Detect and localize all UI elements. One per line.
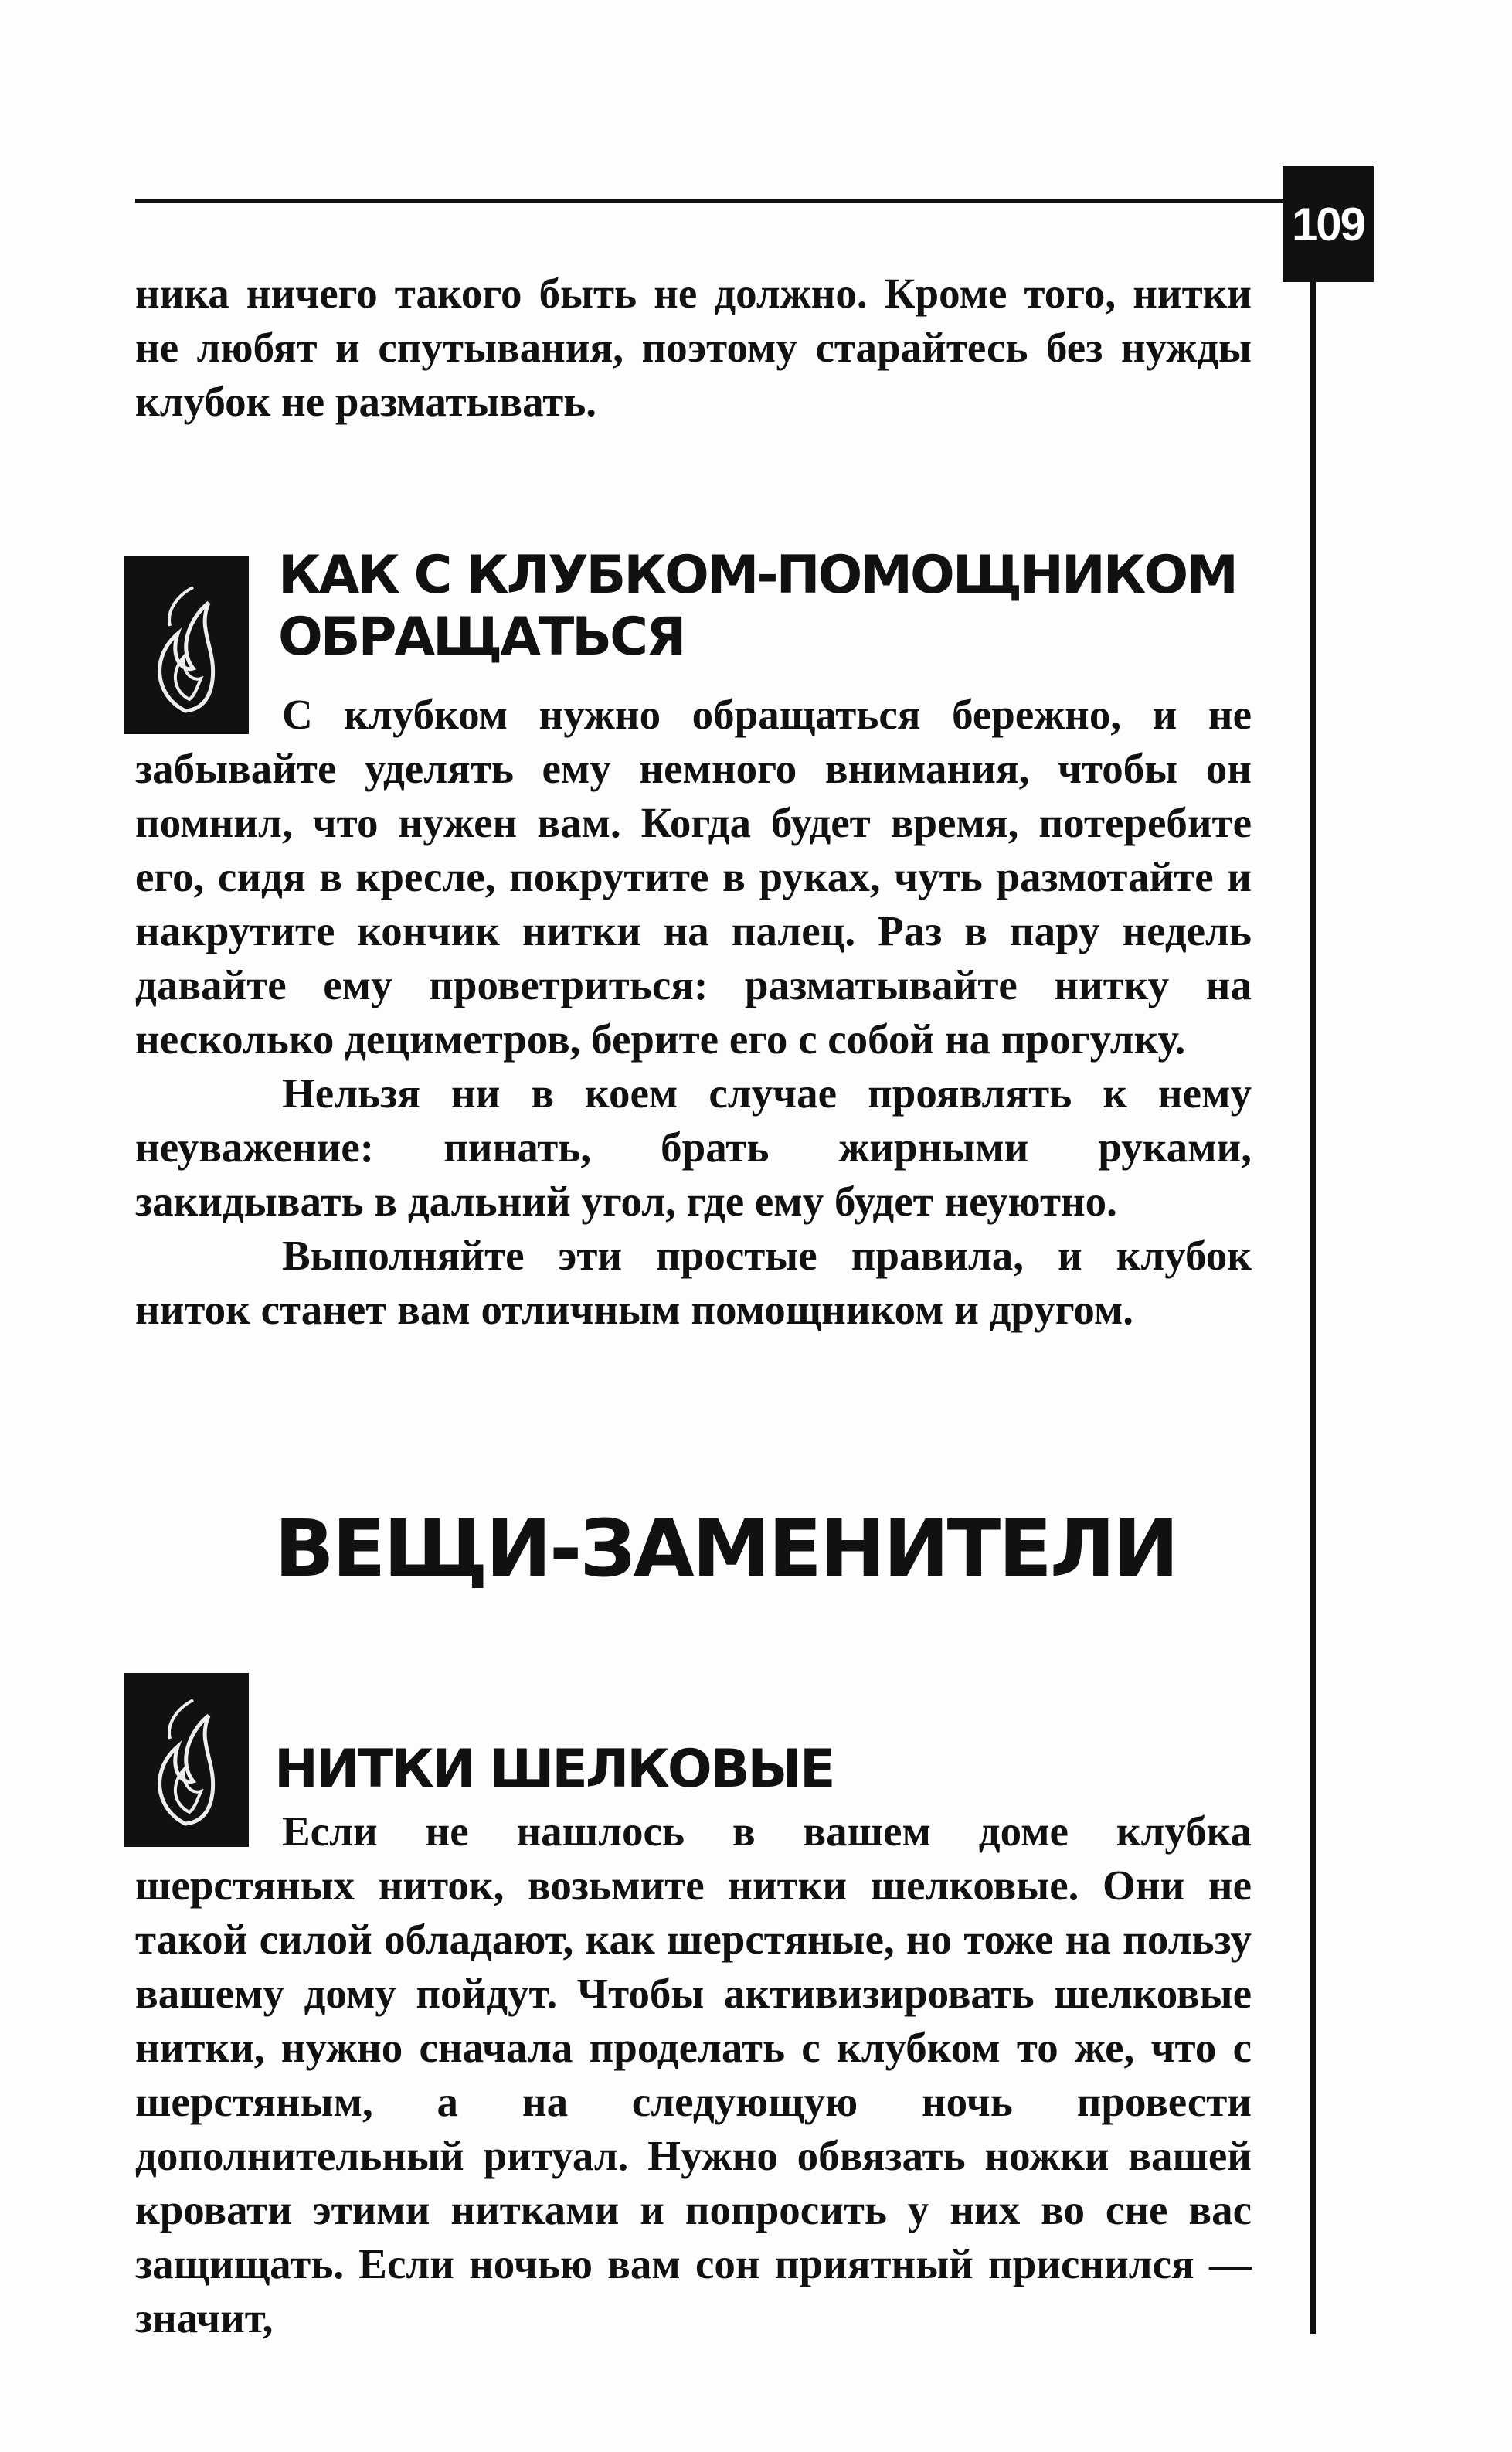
section1-paragraph-2: Нельзя ни в коем случае проявлять к нему неуважение: пинать, брать жирными руками, закидывать в дальний угол, где ему будет неуютно. xyxy=(135,1070,1252,1225)
section1-title xyxy=(278,545,1236,668)
section2-title: НИТКИ ШЕЛКОВЫЕ xyxy=(274,1739,834,1800)
section1-body xyxy=(135,688,1252,1337)
intro-text: ника ничего такого быть не должно. Кроме того, нитки не любят и спутывания, поэтому старайтесь без нужды клубок не разматывать. xyxy=(135,270,1252,425)
intro-paragraph xyxy=(135,267,1252,429)
section1-paragraph-3: Выполняйте эти простые правила, и клубок ниток станет вам отличным помощником и другом. xyxy=(135,1232,1252,1333)
section2-paragraph: Если не нашлось в вашем доме клубка шерстяных ниток, возьмите нитки шелковые. Они не такой силой обладают, как шерстяные, но тоже на пользу вашему дому пойдут. Чтобы активизировать шелковые нитки, нужно сначала проделать с клубком то же, что с шерстяным, а на следующую ночь провести дополнительный ритуал. Нужно обвязать ножки вашей кровати этими нитками и попросить у них во сне вас защищать. Если ночью вам сон приятный приснился — значит, xyxy=(135,1808,1252,2341)
header-rule xyxy=(135,199,1294,203)
chapter-title: ВЕЩИ-ЗАМЕНИТЕЛИ xyxy=(274,1503,1177,1595)
page-number: 109 xyxy=(1283,166,1374,282)
section1-title-line2: ОБРАЩАТЬСЯ xyxy=(278,607,685,668)
section1-title-line1: КАК С КЛУБКОМ-ПОМОЩНИКОМ xyxy=(278,545,1236,606)
section2-body xyxy=(135,1804,1252,2345)
side-rule xyxy=(1310,278,1316,2334)
section1-paragraph-1: С клубком нужно обращаться бережно, и не забывайте уделять ему немного внимания, чтобы он помнил, что нужен вам. Когда будет время, потеребите его, сидя в кресле, покрутите в руках, чуть размотайте и накрутите кончик нитки на палец. Раз в пару недель давайте ему проветриться: разматывайте нитку на несколько дециметров, берите его с собой на прогулку. xyxy=(135,691,1252,1063)
